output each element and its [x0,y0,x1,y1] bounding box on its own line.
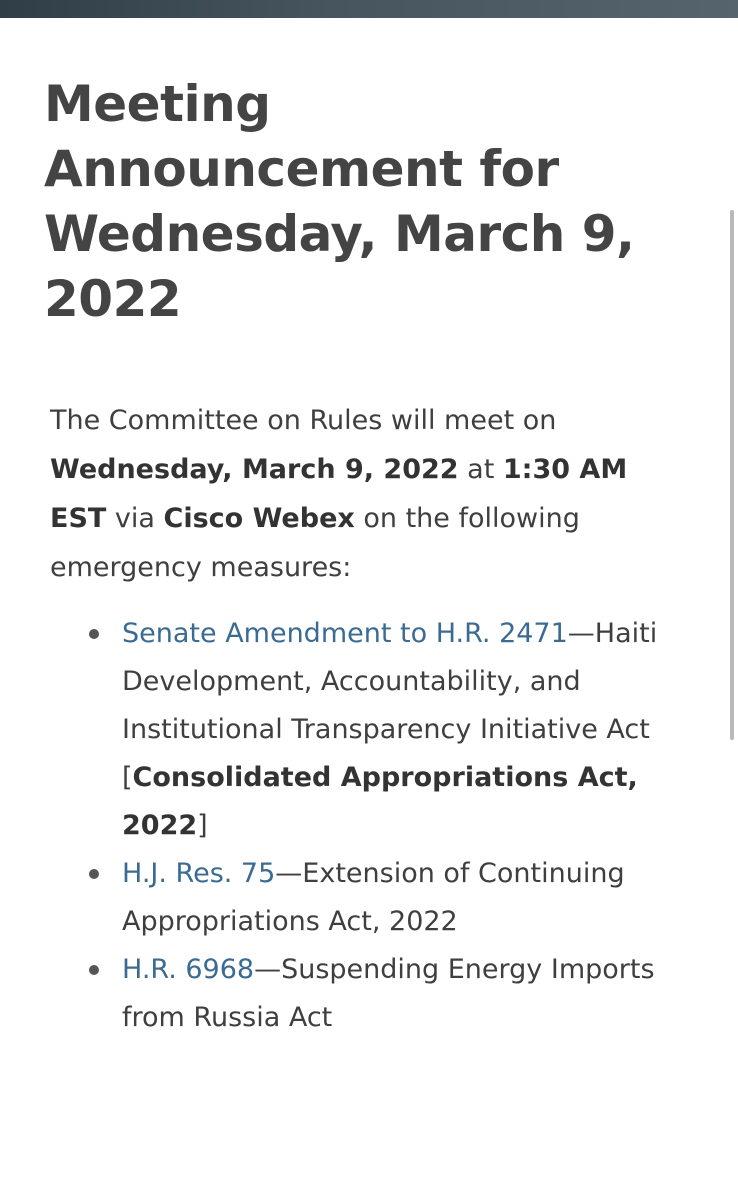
intro-text-2: at [458,454,503,485]
measure-link-hr-6968[interactable]: H.R. 6968 [122,954,255,985]
bullet-icon [89,965,99,975]
measure-note: Consolidated Appropriations Act, 2022 [122,762,638,841]
list-item [0,946,662,1042]
measure-description: —Extension of Continuing Appropriations Act, 2022 [122,858,625,937]
list-item [0,850,662,946]
measures-list [0,610,738,1042]
measure-link-hr-2471[interactable]: Senate Amendment to H.R. 2471 [122,618,568,649]
list-item [0,610,662,850]
top-header-bar [0,0,738,18]
meeting-platform: Cisco Webex [163,503,355,534]
bracket-close: ] [197,810,208,841]
intro-paragraph [50,396,660,592]
meeting-time: 1:30 AM EST [50,454,628,534]
intro-text-1: The Committee on Rules will meet on [50,405,557,436]
intro-text-3: via [106,503,164,534]
measure-description: —Suspending Energy Imports from Russia Act [122,954,655,1033]
measure-link-hj-res-75[interactable]: H.J. Res. 75 [122,858,276,889]
bullet-icon [89,869,99,879]
bracket-open: [ [122,762,133,793]
bullet-icon [89,629,99,639]
measure-description: —Haiti Development, Accountability, and Institutional Transparency Initiative Act [122,618,658,745]
meeting-date: Wednesday, March 9, 2022 [50,454,459,485]
page-title: Meeting Announcement for Wednesday, March 9, 2022 [44,75,635,328]
intro-text-4: on the following emergency measures: [50,503,580,583]
